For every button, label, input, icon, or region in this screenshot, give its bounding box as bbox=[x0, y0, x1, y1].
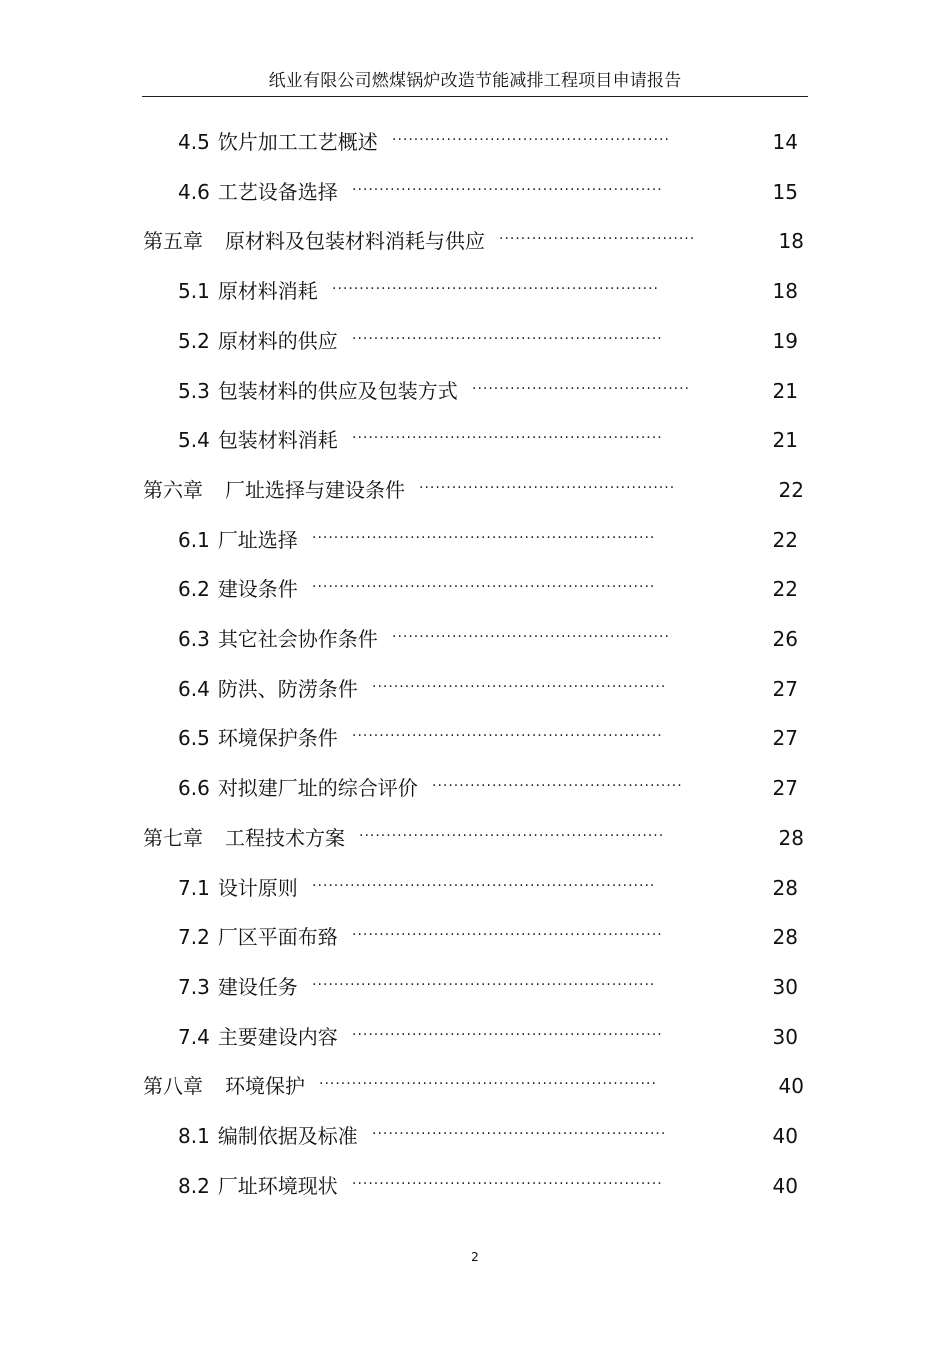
toc-entry-title: 原材料的供应 bbox=[217, 329, 338, 353]
toc-entry-title: 包装材料消耗 bbox=[217, 428, 338, 452]
toc-entry-title: 工程技术方案 bbox=[225, 826, 345, 850]
toc-entry-number: 6.5 bbox=[178, 726, 210, 750]
toc-dot-leader: ······························································ bbox=[319, 1076, 657, 1092]
toc-entry-label bbox=[178, 1121, 358, 1151]
toc-section-entry bbox=[0, 1121, 950, 1151]
toc-section-entry bbox=[0, 972, 950, 1002]
toc-entry-title: 工艺设备选择 bbox=[217, 180, 338, 204]
page-number: 2 bbox=[471, 1250, 479, 1264]
toc-dot-leader: ··············································· bbox=[419, 480, 676, 496]
toc-section-entry bbox=[0, 674, 950, 704]
toc-entry-title: 原材料及包装材料消耗与供应 bbox=[225, 229, 485, 253]
toc-entry-title: 其它社会协作条件 bbox=[217, 627, 378, 651]
toc-page-number: 28 bbox=[772, 925, 798, 949]
toc-page-number: 40 bbox=[778, 1074, 804, 1098]
toc-entry-label bbox=[178, 525, 298, 555]
toc-entry-number: 8.2 bbox=[178, 1174, 210, 1198]
toc-entry-label bbox=[178, 624, 378, 654]
toc-page-number: 28 bbox=[772, 876, 798, 900]
toc-section-entry bbox=[0, 873, 950, 903]
toc-entry-number: 8.1 bbox=[178, 1124, 210, 1148]
toc-dot-leader: ························································· bbox=[352, 331, 663, 347]
toc-entry-label bbox=[178, 574, 298, 604]
toc-entry-number: 7.1 bbox=[178, 876, 210, 900]
toc-section-entry bbox=[0, 574, 950, 604]
toc-dot-leader: ······························································· bbox=[312, 878, 656, 894]
toc-chapter-entry bbox=[0, 475, 950, 505]
toc-entry-label bbox=[178, 425, 338, 455]
toc-entry-label bbox=[143, 823, 345, 853]
toc-entry-label bbox=[143, 226, 485, 256]
toc-dot-leader: ······················································ bbox=[372, 679, 667, 695]
toc-page-number: 18 bbox=[778, 229, 804, 253]
toc-entry-number: 第七章 bbox=[143, 826, 203, 850]
toc-entry-label bbox=[178, 972, 298, 1002]
toc-entry-number: 5.3 bbox=[178, 379, 210, 403]
toc-page-number: 21 bbox=[772, 428, 798, 452]
toc-entry-title: 设计原则 bbox=[217, 876, 298, 900]
toc-entry-number: 6.6 bbox=[178, 776, 210, 800]
toc-dot-leader: ························································· bbox=[352, 1027, 663, 1043]
toc-page-number: 40 bbox=[772, 1124, 798, 1148]
toc-page-number: 19 bbox=[772, 329, 798, 353]
toc-entry-label bbox=[178, 1022, 338, 1052]
toc-entry-number: 4.5 bbox=[178, 130, 210, 154]
toc-dot-leader: ························································· bbox=[352, 430, 663, 446]
toc-entry-label bbox=[178, 376, 458, 406]
toc-entry-number: 第六章 bbox=[143, 478, 203, 502]
toc-section-entry bbox=[0, 525, 950, 555]
toc-entry-title: 原材料消耗 bbox=[217, 279, 318, 303]
toc-entry-title: 厂址环境现状 bbox=[217, 1174, 338, 1198]
toc-section-entry bbox=[0, 723, 950, 753]
toc-dot-leader: ······························································· bbox=[312, 977, 656, 993]
toc-entry-number: 6.3 bbox=[178, 627, 210, 651]
toc-entry-title: 建设任务 bbox=[217, 975, 298, 999]
toc-entry-label bbox=[178, 723, 338, 753]
toc-dot-leader: ························································ bbox=[359, 828, 665, 844]
toc-dot-leader: ························································· bbox=[352, 1176, 663, 1192]
toc-page-number: 18 bbox=[772, 279, 798, 303]
toc-entry-label bbox=[143, 475, 405, 505]
toc-entry-title: 防洪、防涝条件 bbox=[217, 677, 358, 701]
toc-dot-leader: ···································· bbox=[499, 231, 696, 247]
toc-entry-title: 厂区平面布臵 bbox=[217, 925, 338, 949]
toc-dot-leader: ························································· bbox=[352, 182, 663, 198]
toc-section-entry bbox=[0, 376, 950, 406]
toc-entry-number: 第八章 bbox=[143, 1074, 203, 1098]
toc-page-number: 30 bbox=[772, 1025, 798, 1049]
header-rule bbox=[142, 96, 808, 97]
toc-dot-leader: ···························································· bbox=[332, 281, 660, 297]
toc-entry-number: 5.4 bbox=[178, 428, 210, 452]
toc-page-number: 27 bbox=[772, 776, 798, 800]
toc-section-entry bbox=[0, 1022, 950, 1052]
toc-page-number: 22 bbox=[772, 577, 798, 601]
toc-entry-title: 厂址选择与建设条件 bbox=[225, 478, 405, 502]
toc-entry-number: 6.2 bbox=[178, 577, 210, 601]
toc-entry-label bbox=[178, 674, 358, 704]
toc-page-number: 15 bbox=[772, 180, 798, 204]
toc-section-entry bbox=[0, 177, 950, 207]
toc-entry-number: 7.4 bbox=[178, 1025, 210, 1049]
toc-page-number: 22 bbox=[772, 528, 798, 552]
toc-section-entry bbox=[0, 922, 950, 952]
toc-entry-number: 6.1 bbox=[178, 528, 210, 552]
toc-entry-number: 6.4 bbox=[178, 677, 210, 701]
running-header: 纸业有限公司燃煤锅炉改造节能减排工程项目申请报告 bbox=[268, 71, 682, 91]
toc-dot-leader: ······························································· bbox=[312, 579, 656, 595]
toc-dot-leader: ········································ bbox=[472, 381, 691, 397]
toc-page-number: 27 bbox=[772, 726, 798, 750]
toc-entry-title: 饮片加工工艺概述 bbox=[217, 130, 378, 154]
toc-entry-label bbox=[178, 1171, 338, 1201]
toc-page-number: 14 bbox=[772, 130, 798, 154]
toc-section-entry bbox=[0, 1171, 950, 1201]
toc-dot-leader: ······························································· bbox=[312, 530, 656, 546]
toc-page-number: 21 bbox=[772, 379, 798, 403]
toc-section-entry bbox=[0, 425, 950, 455]
toc-entry-label bbox=[178, 276, 318, 306]
toc-entry-number: 7.3 bbox=[178, 975, 210, 999]
toc-entry-label bbox=[178, 873, 298, 903]
toc-dot-leader: ··················································· bbox=[392, 629, 670, 645]
toc-chapter-entry bbox=[0, 1071, 950, 1101]
toc-entry-number: 5.2 bbox=[178, 329, 210, 353]
toc-page-number: 40 bbox=[772, 1174, 798, 1198]
toc-section-entry bbox=[0, 326, 950, 356]
toc-entry-label bbox=[178, 922, 338, 952]
toc-entry-number: 4.6 bbox=[178, 180, 210, 204]
toc-section-entry bbox=[0, 127, 950, 157]
toc-section-entry bbox=[0, 624, 950, 654]
toc-entry-label bbox=[143, 1071, 305, 1101]
toc-dot-leader: ························································· bbox=[352, 728, 663, 744]
toc-page-number: 26 bbox=[772, 627, 798, 651]
toc-entry-number: 第五章 bbox=[143, 229, 203, 253]
toc-dot-leader: ························································· bbox=[352, 927, 663, 943]
toc-page-number: 22 bbox=[778, 478, 804, 502]
toc-entry-number: 7.2 bbox=[178, 925, 210, 949]
toc-chapter-entry bbox=[0, 823, 950, 853]
toc-section-entry bbox=[0, 276, 950, 306]
toc-entry-title: 对拟建厂址的综合评价 bbox=[217, 776, 418, 800]
toc-entry-label bbox=[178, 127, 378, 157]
toc-entry-title: 编制依据及标准 bbox=[217, 1124, 358, 1148]
toc-page-number: 28 bbox=[778, 826, 804, 850]
toc-entry-title: 厂址选择 bbox=[217, 528, 298, 552]
toc-entry-label bbox=[178, 773, 418, 803]
toc-entry-label bbox=[178, 326, 338, 356]
toc-entry-label bbox=[178, 177, 338, 207]
toc-entry-title: 建设条件 bbox=[217, 577, 298, 601]
toc-chapter-entry bbox=[0, 226, 950, 256]
toc-page-number: 27 bbox=[772, 677, 798, 701]
toc-entry-title: 环境保护条件 bbox=[217, 726, 338, 750]
toc-dot-leader: ······················································ bbox=[372, 1126, 667, 1142]
toc-entry-title: 主要建设内容 bbox=[217, 1025, 338, 1049]
toc-dot-leader: ·············································· bbox=[432, 778, 683, 794]
toc-dot-leader: ··················································· bbox=[392, 132, 670, 148]
toc-entry-title: 包装材料的供应及包装方式 bbox=[217, 379, 458, 403]
toc-page-number: 30 bbox=[772, 975, 798, 999]
toc-entry-number: 5.1 bbox=[178, 279, 210, 303]
toc-entry-title: 环境保护 bbox=[225, 1074, 305, 1098]
toc-section-entry bbox=[0, 773, 950, 803]
